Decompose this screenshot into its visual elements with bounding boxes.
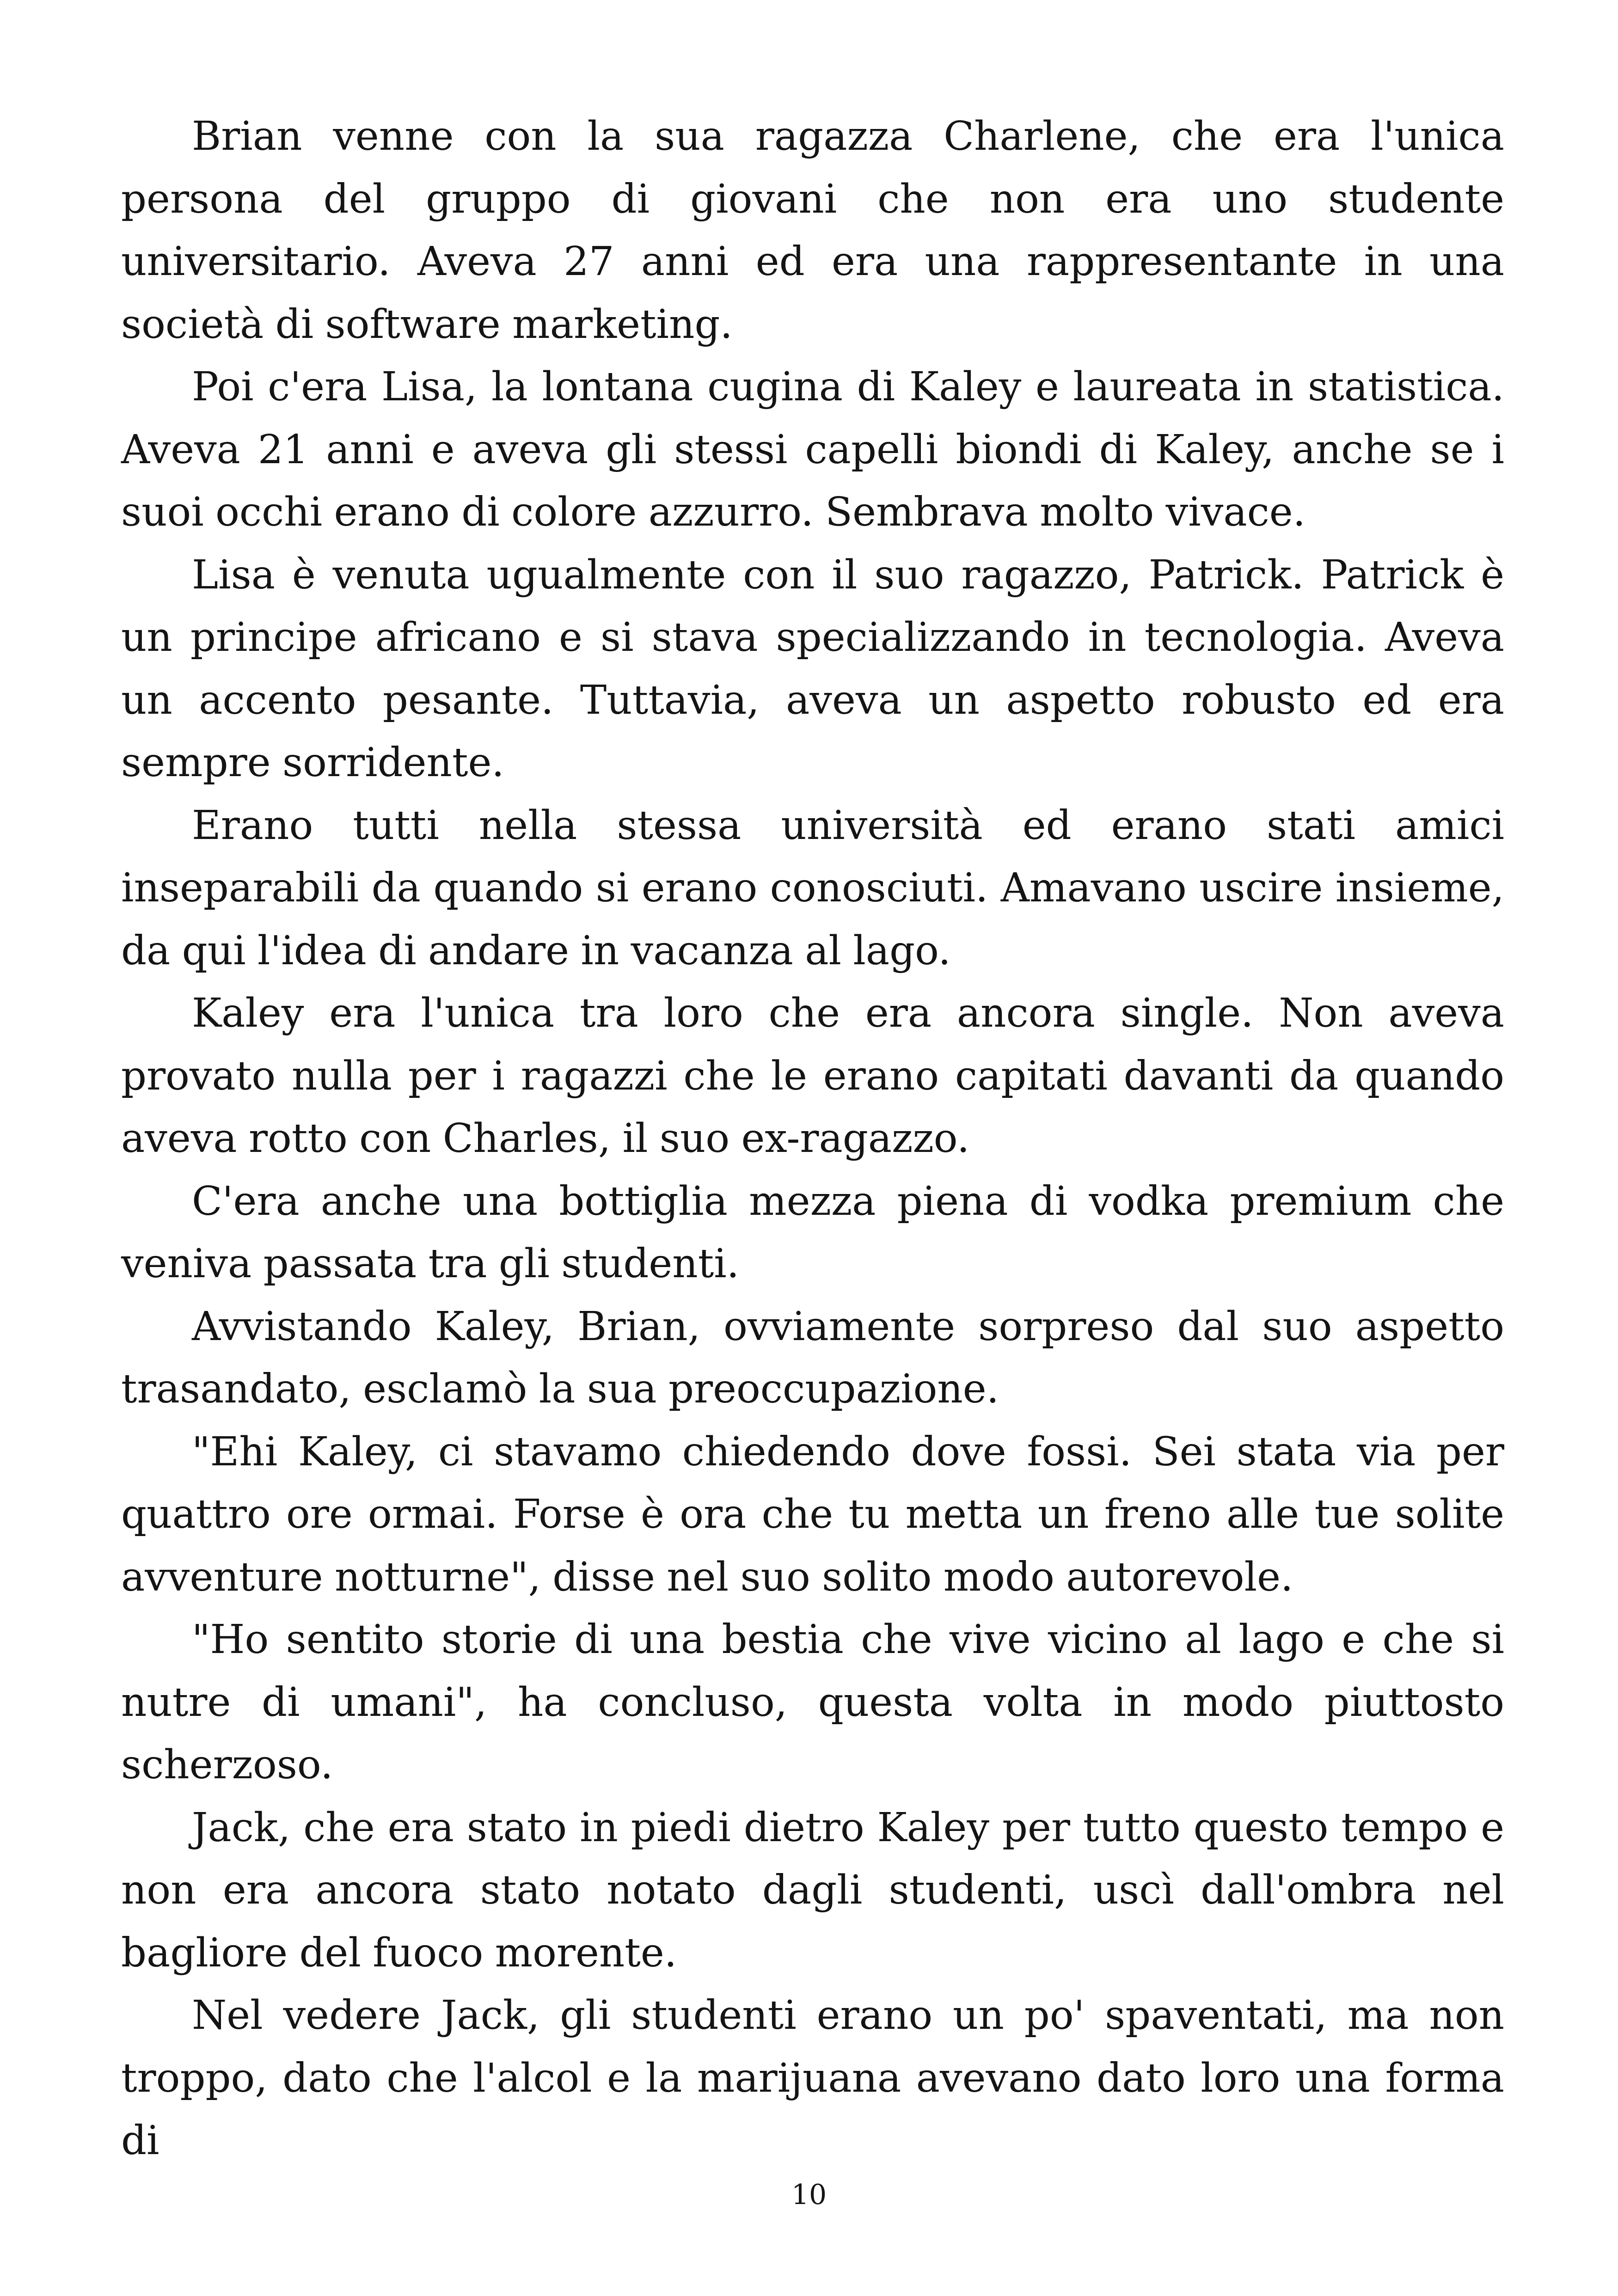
paragraph: "Ho sentito storie di una bestia che vive vicino al lago e che si nutre di umani", ha concluso, questa volta in modo piuttosto scherzoso. <box>121 1616 1504 1788</box>
paragraph: Nel vedere Jack, gli studenti erano un po' spaventati, ma non troppo, dato che l'alcol e la marijuana avevano dato loro una forma di <box>121 1992 1504 2164</box>
paragraph: Erano tutti nella stessa università ed erano stati amici inseparabili da quando si erano conosciuti. Amavano uscire insieme, da qui l'idea di andare in vacanza al lago. <box>121 802 1504 974</box>
paragraph: Brian venne con la sua ragazza Charlene, che era l'unica persona del gruppo di giovani che non era uno studente universitario. Aveva 27 anni ed era una rappresentante in una società di software marketing. <box>121 113 1504 348</box>
paragraph: Kaley era l'unica tra loro che era ancora single. Non aveva provato nulla per i ragazzi che le erano capitati davanti da quando aveva rotto con Charles, il suo ex-ragazzo. <box>121 990 1504 1162</box>
page-number: 10 <box>791 2179 827 2211</box>
paragraph: C'era anche una bottiglia mezza piena di vodka premium che veniva passata tra gli studenti. <box>121 1178 1504 1287</box>
paragraph: "Ehi Kaley, ci stavamo chiedendo dove fossi. Sei stata via per quattro ore ormai. Forse è ora che tu metta un freno alle tue solite avventure notturne", disse nel suo solito modo autorevole. <box>121 1428 1504 1600</box>
paragraph: Lisa è venuta ugualmente con il suo ragazzo, Patrick. Patrick è un principe africano e si stava specializzando in tecnologia. Aveva un accento pesante. Tuttavia, aveva un aspetto robusto ed era sempre sorridente. <box>121 551 1504 786</box>
body-text <box>121 105 1504 2173</box>
paragraph: Jack, che era stato in piedi dietro Kaley per tutto questo tempo e non era ancora stato notato dagli studenti, uscì dall'ombra nel bagliore del fuoco morente. <box>121 1804 1504 1976</box>
paragraph: Avvistando Kaley, Brian, ovviamente sorpreso dal suo aspetto trasandato, esclamò la sua preoccupazione. <box>121 1303 1504 1412</box>
paragraph: Poi c'era Lisa, la lontana cugina di Kaley e laureata in statistica. Aveva 21 anni e aveva gli stessi capelli biondi di Kaley, anche se i suoi occhi erano di colore azzurro. Sembrava molto vivace. <box>121 364 1504 535</box>
